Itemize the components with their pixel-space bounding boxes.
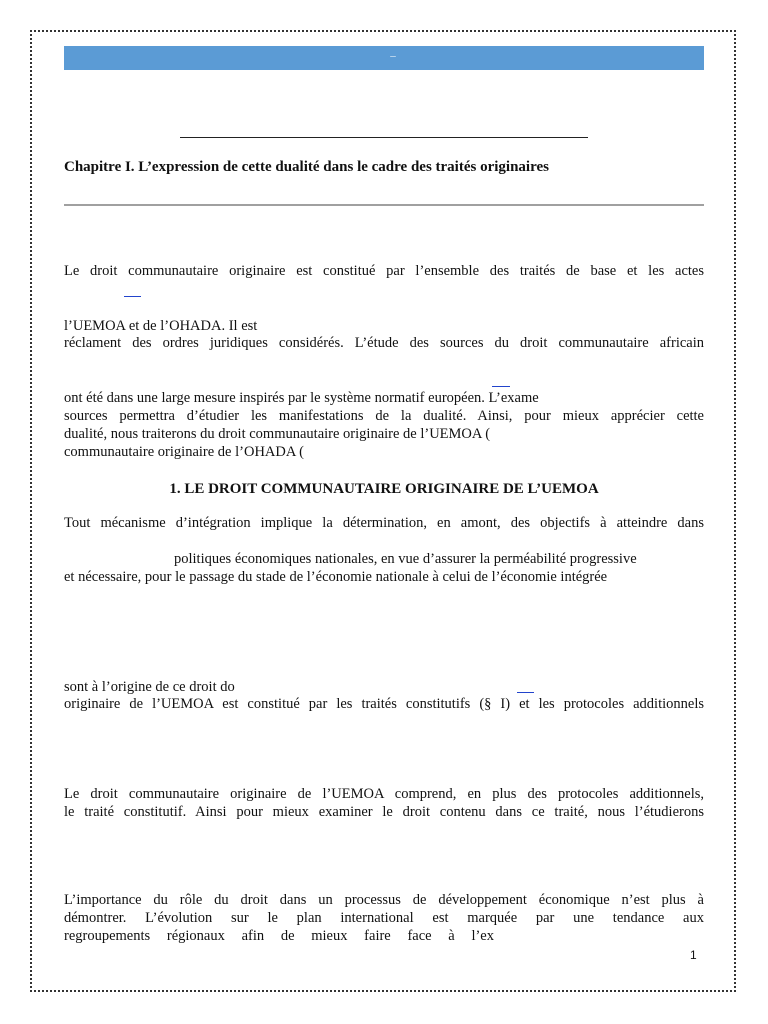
paragraph-line: sources permettra d’étudier les manifestations de la dualité. Ainsi, pour mieux apprécier cette (64, 408, 704, 424)
paragraph-line: originaire de l’UEMOA est constitué par les traités constitutifs (§ I) et les protocoles additionnels (64, 696, 704, 712)
paragraph-line: l’UEMOA et de l’OHADA. Il est (64, 318, 258, 334)
paragraph-line: communautaire originaire de l’OHADA ( (64, 444, 304, 460)
paragraph-line: politiques économiques nationales, en vue d’assurer la perméabilité progressive (174, 551, 637, 567)
paragraph-line: regroupements régionaux afin de mieux faire face à l’ex (64, 928, 494, 944)
title-rule (180, 137, 588, 138)
paragraph-line: ont été dans une large mesure inspirés par le système normatif européen. L’exame (64, 390, 539, 406)
paragraph-line: et nécessaire, pour le passage du stade de l’économie nationale à celui de l’économie intégrée (64, 569, 608, 585)
paragraph-line: dualité, nous traiterons du droit communautaire originaire de l’UEMOA ( (64, 426, 491, 442)
paragraph-line: démontrer. L’évolution sur le plan international est marquée par une tendance aux (64, 910, 704, 926)
chapter-title: Chapitre I. L’expression de cette dualité dans le cadre des traités originaires (64, 159, 549, 175)
paragraph-line: réclament des ordres juridiques considérés. L’étude des sources du droit communautaire africain (64, 335, 704, 351)
paragraph-line: Le droit communautaire originaire de l’UEMOA comprend, en plus des protocoles additionnels, (64, 786, 704, 802)
paragraph-line: Tout mécanisme d’intégration implique la détermination, en amont, des objectifs à atteindre dans (64, 515, 704, 531)
header-bar (64, 46, 704, 70)
paragraph-line: L’importance du rôle du droit dans un processus de développement économique n’est plus à (64, 892, 704, 908)
paragraph-line: Le droit communautaire originaire est constitué par l’ensemble des traités de base et les actes (64, 263, 704, 279)
separator-rule (64, 204, 704, 206)
header-mark: – (390, 50, 396, 62)
footnote-link[interactable] (124, 296, 141, 297)
footnote-link[interactable] (517, 692, 534, 693)
section-title: 1. LE DROIT COMMUNAUTAIRE ORIGINAIRE DE L’UEMOA (169, 481, 599, 497)
paragraph-line: sont à l’origine de ce droit do (64, 679, 235, 695)
paragraph-line: le traité constitutif. Ainsi pour mieux examiner le droit contenu dans ce traité, nous l’étudierons (64, 804, 704, 820)
footnote-link[interactable] (492, 386, 510, 387)
page-number: 1 (690, 948, 697, 962)
